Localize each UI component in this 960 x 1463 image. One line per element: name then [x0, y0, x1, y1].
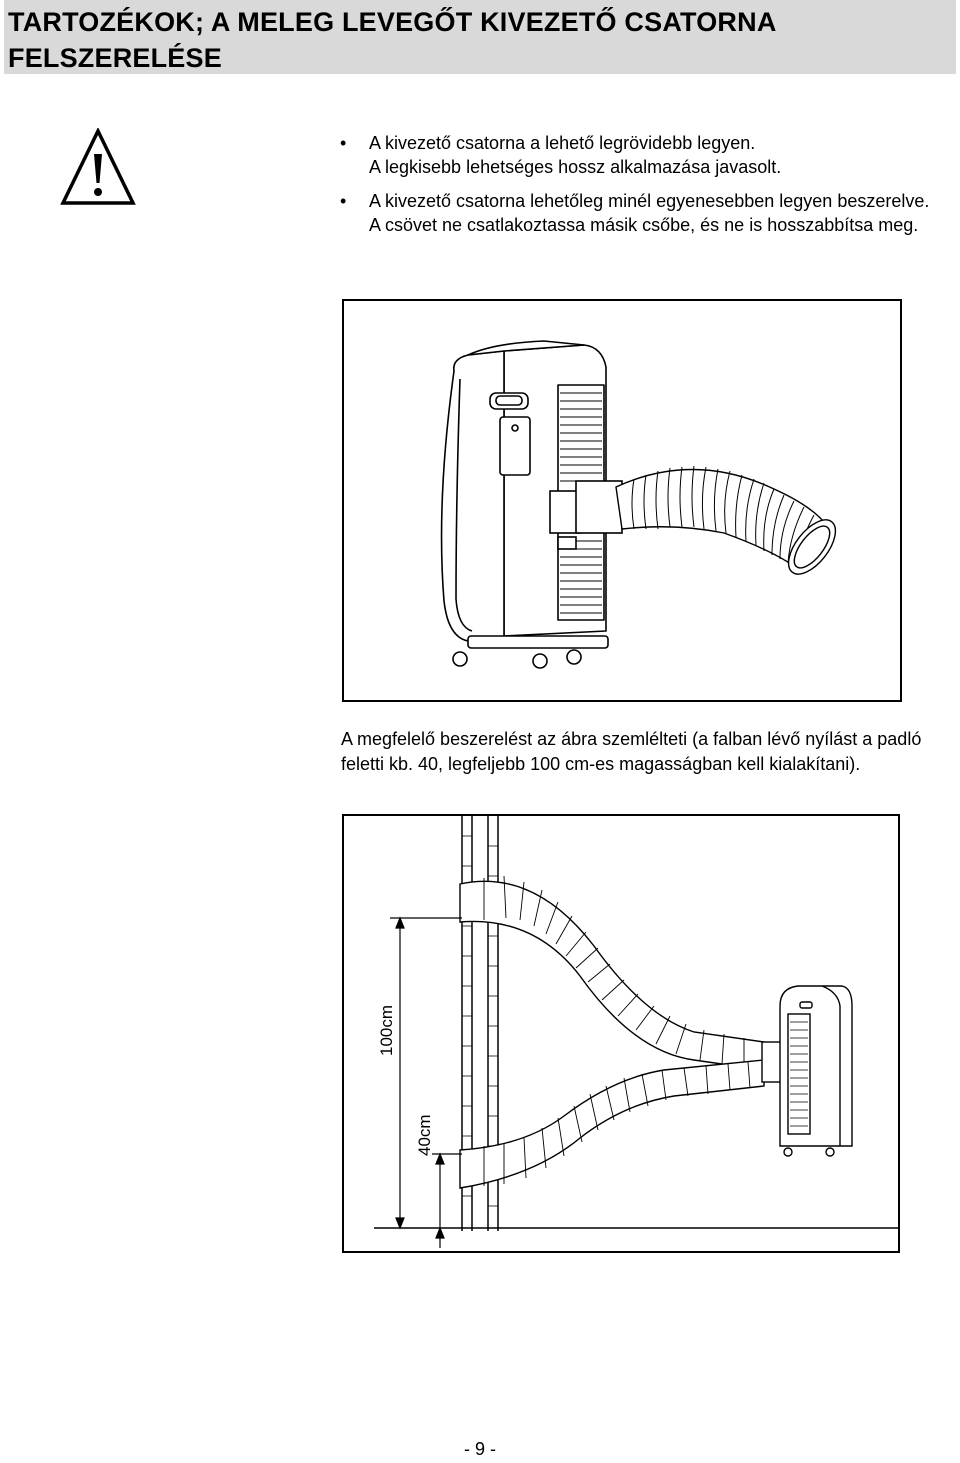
bullet-text: A csövet ne csatlakoztassa másik csőbe, és ne is hosszabbítsa meg.	[369, 215, 919, 235]
upper-hose	[460, 876, 764, 1070]
bullet-dot-icon: •	[340, 133, 347, 153]
warning-triangle-icon	[60, 128, 136, 206]
wall-installation-illustration	[344, 816, 898, 1251]
height-label-100cm: 100cm	[377, 1004, 396, 1056]
warning-bullet-list	[340, 131, 950, 237]
height-label-40cm: 40cm	[415, 1114, 434, 1156]
page-title	[8, 4, 952, 76]
bullet-text: A kivezető csatorna a lehető legrövidebb legyen.	[369, 133, 756, 153]
ac-unit-small	[762, 986, 852, 1156]
bullet-dot-icon: •	[340, 191, 347, 211]
wall-installation-figure	[342, 814, 900, 1253]
installation-caption: A megfelelő beszerelést az ábra szemlélteti (a falban lévő nyílást a padló feletti kb. 40, legfeljebb 100 cm-es magasságban kell kialakítani).	[341, 729, 922, 774]
bullet-text: A kivezető csatorna lehetőleg minél egyenesebben legyen beszerelve.	[369, 191, 930, 211]
page-number: - 9 -	[463, 1439, 496, 1459]
page-header	[4, 0, 956, 74]
lower-hose	[460, 1060, 764, 1188]
bullet-item	[340, 131, 950, 179]
ac-unit-illustration	[344, 301, 900, 700]
ac-unit-with-hose-figure	[342, 299, 902, 702]
bullet-item	[340, 189, 950, 237]
bullet-text: A legkisebb lehetséges hossz alkalmazása javasolt.	[369, 157, 782, 177]
exhaust-hose	[616, 466, 844, 582]
page-title-line-2: FELSZERELÉSE	[8, 43, 222, 73]
page-title-line-1: TARTOZÉKOK; A MELEG LEVEGŐT KIVEZETŐ CSATORNA	[8, 7, 777, 37]
